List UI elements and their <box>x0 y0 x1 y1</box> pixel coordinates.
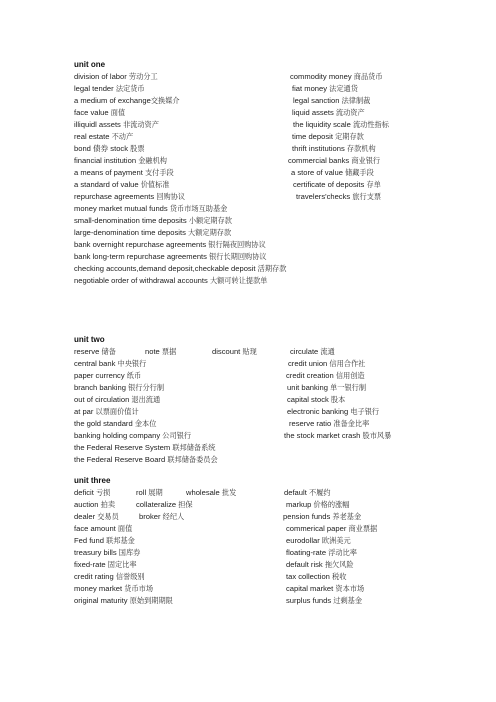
term-zh: 信誉级别 <box>115 572 145 581</box>
term-row <box>296 192 381 201</box>
term-en: legal sanction <box>293 96 340 105</box>
term-en: capital market <box>286 584 334 593</box>
term-zh: 小额定期存款 <box>188 216 232 225</box>
term-row <box>74 108 125 117</box>
term-en: the Federal Reserve System <box>74 443 171 452</box>
term-zh: 金本位 <box>134 419 157 428</box>
term-zh: 不履约 <box>308 488 331 497</box>
term-zh: 大额定期存款 <box>188 228 232 237</box>
term-zh: 退出流通 <box>131 395 161 404</box>
term-en: eurodollar <box>286 536 320 545</box>
term-en: small-denomination time deposits <box>74 216 187 225</box>
term-en: circulate <box>290 347 319 356</box>
term-zh: 大额可转让提款单 <box>209 276 268 285</box>
term-row <box>74 168 174 177</box>
term-zh: 电子银行 <box>350 407 380 416</box>
term-en: bond 债券 stock <box>74 144 129 153</box>
term-row <box>74 264 286 273</box>
term-zh: 面值 <box>117 524 133 533</box>
term-en: original maturity <box>74 596 128 605</box>
term-en: commercial banks <box>288 156 350 165</box>
term-en: commodity money <box>290 72 352 81</box>
term-en: large-denomination time deposits <box>74 228 186 237</box>
term-en: dealer <box>74 512 96 521</box>
term-row <box>284 431 391 440</box>
term-row <box>74 431 191 440</box>
term-row <box>293 180 381 189</box>
term-row <box>289 419 369 428</box>
term-zh: 回购协议 <box>156 192 186 201</box>
term-zh: 支付手段 <box>144 168 174 177</box>
term-row <box>139 512 184 521</box>
term-row <box>74 500 115 509</box>
term-en: the liquidity scale <box>293 120 351 129</box>
term-row <box>283 512 361 521</box>
term-row <box>74 192 185 201</box>
term-row <box>74 276 267 285</box>
term-row <box>74 488 110 497</box>
term-row <box>212 347 257 356</box>
term-row <box>291 168 374 177</box>
term-en: face amount <box>74 524 116 533</box>
term-en: markup <box>286 500 312 509</box>
term-row <box>74 216 232 225</box>
unit-one-heading: unit one <box>74 60 106 69</box>
term-row <box>74 395 160 404</box>
term-zh: 信用合作社 <box>329 359 366 368</box>
term-row <box>292 108 365 117</box>
term-en: division of labor <box>74 72 127 81</box>
term-zh: 公司银行 <box>162 431 192 440</box>
term-row <box>284 488 331 497</box>
term-row <box>74 407 139 416</box>
term-en: deficit <box>74 488 94 497</box>
term-en: financial institution <box>74 156 137 165</box>
term-row <box>145 347 176 356</box>
term-row <box>74 419 156 428</box>
term-en: travelers'checks <box>296 192 351 201</box>
term-zh: 股市风暴 <box>362 431 392 440</box>
term-en: surplus funds <box>286 596 332 605</box>
term-en: certificate of deposits <box>293 180 365 189</box>
term-en: capital stock <box>287 395 329 404</box>
term-en: unit banking <box>287 383 328 392</box>
term-row <box>293 96 370 105</box>
term-row <box>286 500 349 509</box>
term-zh: 银行分行制 <box>128 383 165 392</box>
term-zh: 票据 <box>161 347 177 356</box>
term-en: bank long-term repurchase agreements <box>74 252 207 261</box>
term-row <box>74 455 218 464</box>
term-zh: 金融机构 <box>138 156 167 165</box>
term-row <box>286 536 351 545</box>
term-zh: 经纪人 <box>162 512 185 521</box>
term-zh: 资本市场 <box>335 584 365 593</box>
term-zh: 养老基金 <box>332 512 362 521</box>
term-en: negotiable order of withdrawal accounts <box>74 276 208 285</box>
term-zh: 贴现 <box>242 347 257 356</box>
term-row <box>74 443 216 452</box>
term-zh: 商业票据 <box>348 524 378 533</box>
term-zh: 活期存款 <box>257 264 287 273</box>
term-row <box>74 536 135 545</box>
term-en: liquid assets <box>292 108 334 117</box>
term-row <box>286 371 365 380</box>
term-en: bank overnight repurchase agreements <box>74 240 207 249</box>
term-row <box>292 84 358 93</box>
term-row <box>286 596 362 605</box>
term-zh: 纸币 <box>126 371 142 380</box>
term-row <box>186 488 236 497</box>
term-row <box>74 359 146 368</box>
term-zh: 担保 <box>178 500 193 509</box>
term-zh: 拖欠风险 <box>324 560 354 569</box>
term-zh: 固定比率 <box>107 560 137 569</box>
term-zh: 亏损 <box>95 488 111 497</box>
term-zh: 以票面价值计 <box>95 407 139 416</box>
term-en: checking accounts,demand deposit,checkable deposit <box>74 264 256 273</box>
term-en: legal tender <box>74 84 114 93</box>
term-zh: 商品货币 <box>353 72 383 81</box>
term-row <box>74 252 267 261</box>
term-en: a standard of value <box>74 180 139 189</box>
term-row <box>287 407 379 416</box>
term-zh: 联邦储备委员会 <box>167 455 218 464</box>
term-zh: 拍卖 <box>100 500 116 509</box>
term-zh: 储备 <box>101 347 116 356</box>
term-en: discount <box>212 347 241 356</box>
term-row <box>74 512 119 521</box>
term-zh: 定期存款 <box>335 132 364 141</box>
term-en: note <box>145 347 160 356</box>
term-en: fixed-rate <box>74 560 106 569</box>
term-en: the gold standard <box>74 419 133 428</box>
term-row <box>286 572 346 581</box>
term-zh: 价值标准 <box>140 180 170 189</box>
term-en: broker <box>139 512 161 521</box>
term-row <box>74 560 137 569</box>
term-en: electronic banking <box>287 407 349 416</box>
term-row <box>286 584 364 593</box>
term-zh: 展期 <box>148 488 163 497</box>
term-row <box>74 548 140 557</box>
term-zh: 税收 <box>332 572 347 581</box>
term-zh: 股本 <box>330 395 346 404</box>
term-zh: 单一银行制 <box>330 383 367 392</box>
term-zh: 货币市场互助基金 <box>169 204 228 213</box>
term-row <box>293 120 389 129</box>
term-zh: 股票 <box>130 144 145 153</box>
term-row <box>74 96 180 105</box>
unit-three-heading: unit three <box>74 476 111 485</box>
term-row <box>74 584 153 593</box>
term-zh: 货币市场 <box>124 584 154 593</box>
term-zh: 存款机构 <box>346 144 376 153</box>
term-row <box>74 120 159 129</box>
term-zh: 准备金比率 <box>333 419 370 428</box>
term-zh: 劳动分工 <box>128 72 158 81</box>
term-row <box>286 548 357 557</box>
term-en: paper currency <box>74 371 125 380</box>
term-en: fiat money <box>292 84 328 93</box>
term-en: reserve ratio <box>289 419 332 428</box>
term-en: face value <box>74 108 109 117</box>
term-zh: 法定货币 <box>115 84 145 93</box>
term-row <box>286 524 377 533</box>
term-row <box>74 596 173 605</box>
term-en: auction <box>74 500 99 509</box>
term-row <box>74 84 145 93</box>
term-row <box>136 500 193 509</box>
term-row <box>74 524 132 533</box>
term-zh: 批发 <box>221 488 237 497</box>
term-en: money market mutual funds <box>74 204 168 213</box>
term-zh: 流动资产 <box>335 108 365 117</box>
term-row <box>286 560 354 569</box>
term-zh: 信用创造 <box>335 371 365 380</box>
term-row <box>74 72 158 81</box>
term-zh: 联邦基金 <box>106 536 135 545</box>
term-zh: 存单 <box>366 180 381 189</box>
term-zh: 浮动比率 <box>328 548 357 557</box>
term-en: a store of value <box>291 168 343 177</box>
term-en: floating-rate <box>286 548 327 557</box>
term-row <box>287 395 345 404</box>
term-row <box>74 180 169 189</box>
term-en: treasury bills <box>74 548 117 557</box>
term-en: thrift institutions <box>292 144 345 153</box>
term-en: credit rating <box>74 572 114 581</box>
term-en: credit creation <box>286 371 334 380</box>
term-row <box>74 144 145 153</box>
term-row <box>74 240 266 249</box>
term-en: tax collection <box>286 572 330 581</box>
term-en: out of circulation <box>74 395 130 404</box>
term-zh: 商业银行 <box>351 156 381 165</box>
term-row <box>74 383 164 392</box>
term-en: banking holding company <box>74 431 161 440</box>
term-zh: 面值 <box>110 108 126 117</box>
term-zh: 过剩基金 <box>333 596 363 605</box>
term-en: default <box>284 488 307 497</box>
term-zh: 银行长期回购协议 <box>209 252 267 261</box>
term-en: at par <box>74 407 94 416</box>
term-zh: 流动性指标 <box>352 120 389 129</box>
term-zh: 流通 <box>320 347 335 356</box>
term-row <box>74 204 227 213</box>
term-en: a means of payment <box>74 168 143 177</box>
term-zh: 法定通货 <box>329 84 358 93</box>
term-row <box>288 156 380 165</box>
term-row <box>288 359 365 368</box>
term-en: illiquidl assets <box>74 120 121 129</box>
term-en: reserve <box>74 347 100 356</box>
term-en: money market <box>74 584 123 593</box>
term-en: central bank <box>74 359 116 368</box>
term-zh: 非流动资产 <box>122 120 159 129</box>
term-en: time deposit <box>292 132 333 141</box>
unit-two-heading: unit two <box>74 335 105 344</box>
term-en: Fed fund <box>74 536 104 545</box>
term-en: real estate <box>74 132 110 141</box>
term-zh: 欧洲美元 <box>321 536 351 545</box>
term-en: pension funds <box>283 512 331 521</box>
term-zh: 联邦储备系统 <box>172 443 216 452</box>
term-row <box>74 572 145 581</box>
term-zh: 中央银行 <box>117 359 147 368</box>
term-zh: 价格的涨幅 <box>313 500 350 509</box>
term-row <box>74 347 116 356</box>
term-row <box>287 383 366 392</box>
term-zh: 储藏手段 <box>345 168 374 177</box>
term-zh: 法律制裁 <box>341 96 371 105</box>
term-en: credit union <box>288 359 328 368</box>
term-en: a medium of exchange <box>74 96 151 105</box>
term-row <box>290 347 335 356</box>
term-row <box>292 144 376 153</box>
term-zh: 旅行支票 <box>352 192 382 201</box>
term-en: default risk <box>286 560 323 569</box>
term-zh: 原始到期期限 <box>129 596 173 605</box>
term-row <box>74 156 167 165</box>
term-en: the Federal Reserve Board <box>74 455 166 464</box>
term-en: the stock market crash <box>284 431 361 440</box>
term-zh: 交易员 <box>97 512 119 521</box>
term-row <box>292 132 364 141</box>
term-row <box>136 488 163 497</box>
term-row <box>74 371 141 380</box>
term-zh: 银行隔夜回购协议 <box>208 240 266 249</box>
term-en: repurchase agreements <box>74 192 155 201</box>
term-row <box>74 132 133 141</box>
term-en: commerical paper <box>286 524 347 533</box>
term-en: branch banking <box>74 383 126 392</box>
term-row <box>74 228 231 237</box>
term-row <box>290 72 383 81</box>
term-en: wholesale <box>186 488 220 497</box>
term-en: roll <box>136 488 147 497</box>
term-zh: 国库券 <box>118 548 141 557</box>
term-zh: 不动产 <box>111 132 134 141</box>
term-zh: 交换媒介 <box>150 96 180 105</box>
term-en: collateralize <box>136 500 177 509</box>
